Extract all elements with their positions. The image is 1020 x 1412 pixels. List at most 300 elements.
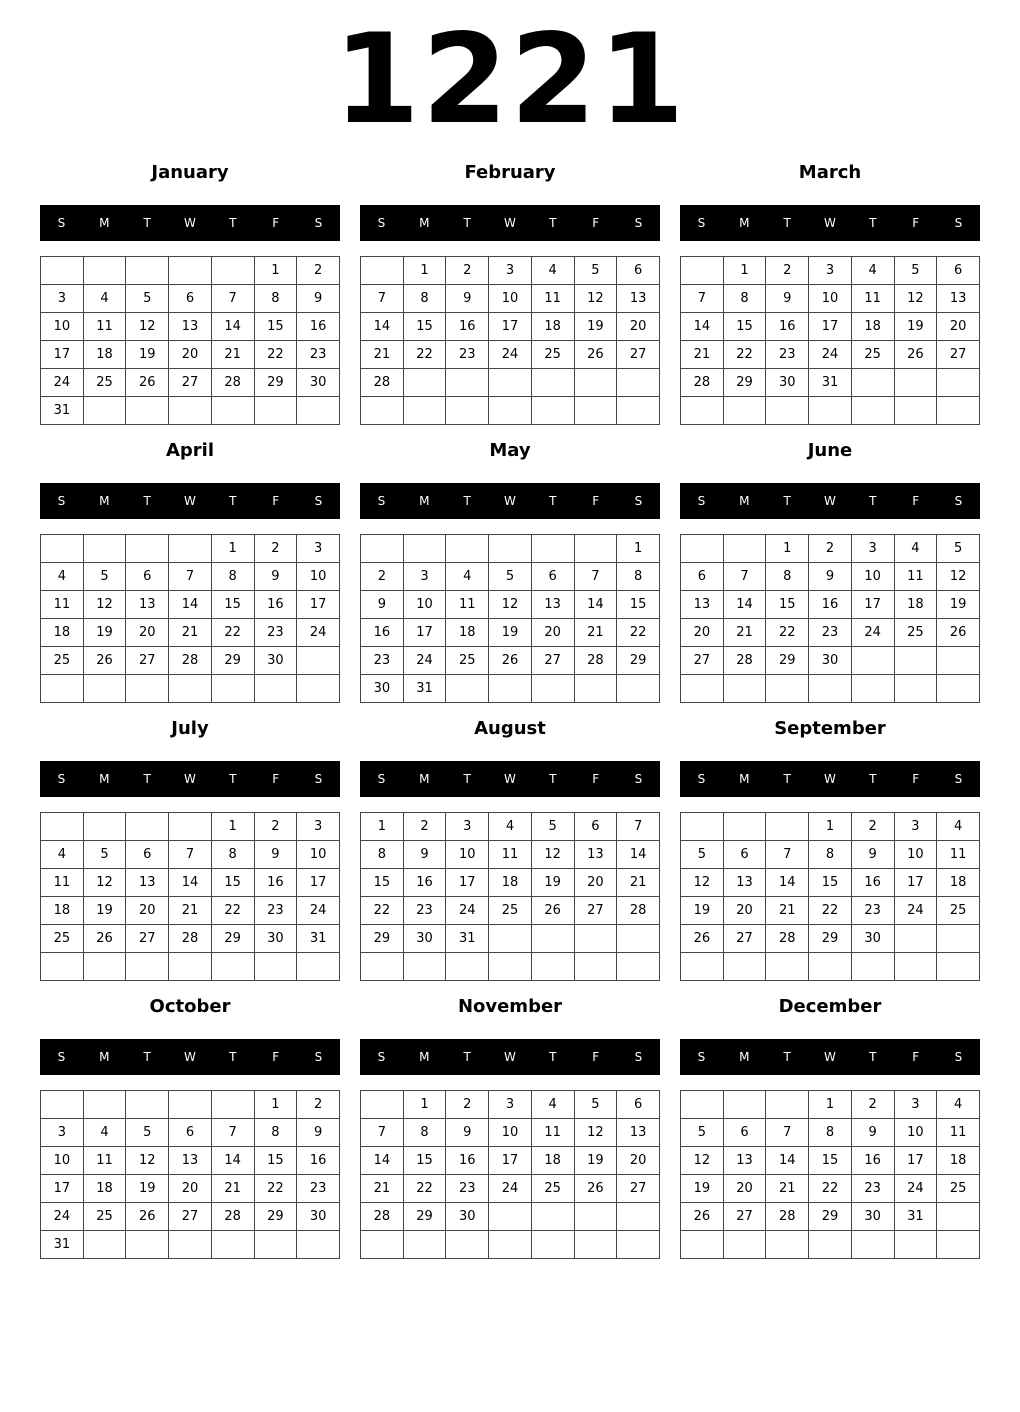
day-cell: 30 — [851, 925, 894, 953]
day-cell — [41, 953, 84, 981]
day-cell: 14 — [211, 313, 254, 341]
day-cell — [83, 535, 126, 563]
day-cell — [361, 397, 404, 425]
weekday-label: T — [869, 772, 877, 786]
day-cell: 9 — [766, 285, 809, 313]
week-row — [41, 841, 340, 869]
day-cell: 27 — [126, 647, 169, 675]
day-cell: 24 — [41, 1203, 84, 1231]
week-row — [41, 257, 340, 285]
day-cell — [723, 535, 766, 563]
day-cell — [211, 1231, 254, 1259]
day-cell: 8 — [809, 841, 852, 869]
week-row — [681, 313, 980, 341]
day-cell — [937, 1203, 980, 1231]
day-cell: 26 — [126, 369, 169, 397]
day-cell: 5 — [681, 841, 724, 869]
day-cell — [809, 1231, 852, 1259]
day-cell: 1 — [211, 813, 254, 841]
day-cell: 3 — [809, 257, 852, 285]
day-cell — [723, 397, 766, 425]
day-grid — [360, 256, 660, 425]
day-cell: 22 — [361, 897, 404, 925]
week-row — [681, 369, 980, 397]
day-cell — [766, 397, 809, 425]
weekday-label: S — [634, 216, 643, 230]
week-row — [41, 341, 340, 369]
day-cell — [766, 1091, 809, 1119]
day-cell: 19 — [531, 869, 574, 897]
day-cell: 12 — [83, 591, 126, 619]
day-cell: 10 — [297, 563, 340, 591]
day-cell — [211, 953, 254, 981]
week-row — [41, 1231, 340, 1259]
weekday-label: S — [377, 772, 386, 786]
day-cell: 10 — [41, 313, 84, 341]
day-cell: 22 — [211, 619, 254, 647]
day-cell — [574, 535, 617, 563]
day-cell: 17 — [297, 591, 340, 619]
day-cell: 29 — [211, 925, 254, 953]
day-cell — [446, 1231, 489, 1259]
weekday-label: M — [739, 216, 750, 230]
week-row — [681, 841, 980, 869]
day-cell: 7 — [766, 1119, 809, 1147]
day-cell: 25 — [83, 369, 126, 397]
week-row — [681, 535, 980, 563]
week-row — [361, 1231, 660, 1259]
weekday-header — [40, 483, 340, 519]
week-row — [41, 675, 340, 703]
week-row — [681, 285, 980, 313]
day-cell: 11 — [41, 591, 84, 619]
weekday-label: S — [954, 494, 963, 508]
day-cell: 4 — [937, 813, 980, 841]
day-cell: 28 — [766, 1203, 809, 1231]
day-cell: 20 — [617, 313, 660, 341]
day-cell: 24 — [446, 897, 489, 925]
weekday-label: F — [912, 772, 920, 786]
weekday-label: F — [272, 494, 280, 508]
weekday-label: S — [377, 1050, 386, 1064]
weekday-label: W — [184, 494, 196, 508]
day-cell — [169, 257, 212, 285]
day-cell: 21 — [211, 341, 254, 369]
day-cell — [851, 1231, 894, 1259]
day-cell — [83, 675, 126, 703]
day-cell — [894, 953, 937, 981]
day-cell: 14 — [169, 591, 212, 619]
week-row — [41, 1203, 340, 1231]
week-row — [361, 285, 660, 313]
weekday-label: F — [272, 1050, 280, 1064]
day-cell: 18 — [937, 869, 980, 897]
day-cell — [403, 397, 446, 425]
day-cell: 15 — [211, 591, 254, 619]
day-cell: 23 — [403, 897, 446, 925]
day-cell — [403, 535, 446, 563]
day-cell: 14 — [361, 1147, 404, 1175]
weekday-label: M — [99, 1050, 110, 1064]
month-name: November — [457, 996, 563, 1017]
day-cell: 18 — [851, 313, 894, 341]
day-cell: 14 — [617, 841, 660, 869]
day-cell: 23 — [446, 1175, 489, 1203]
day-cell: 19 — [574, 1147, 617, 1175]
day-cell: 8 — [254, 1119, 297, 1147]
day-cell: 13 — [723, 1147, 766, 1175]
day-cell — [894, 397, 937, 425]
day-cell: 7 — [617, 813, 660, 841]
day-cell: 6 — [723, 841, 766, 869]
day-cell: 25 — [531, 1175, 574, 1203]
day-cell: 5 — [574, 1091, 617, 1119]
day-cell: 22 — [809, 897, 852, 925]
weekday-label: T — [463, 494, 471, 508]
day-cell: 10 — [41, 1147, 84, 1175]
day-cell: 24 — [894, 1175, 937, 1203]
day-cell: 10 — [489, 285, 532, 313]
day-cell: 10 — [403, 591, 446, 619]
month-name: May — [489, 440, 531, 461]
day-cell — [937, 647, 980, 675]
day-cell — [297, 397, 340, 425]
day-cell: 21 — [361, 1175, 404, 1203]
day-cell — [169, 675, 212, 703]
day-cell: 28 — [766, 925, 809, 953]
day-cell: 7 — [361, 1119, 404, 1147]
day-cell: 27 — [681, 647, 724, 675]
month-name: April — [165, 440, 215, 461]
day-cell: 6 — [574, 813, 617, 841]
day-cell: 4 — [41, 563, 84, 591]
day-cell: 17 — [489, 313, 532, 341]
weekday-label: T — [549, 1050, 557, 1064]
day-cell: 28 — [361, 369, 404, 397]
day-cell: 23 — [766, 341, 809, 369]
day-cell — [297, 953, 340, 981]
day-cell: 20 — [723, 1175, 766, 1203]
day-cell — [446, 369, 489, 397]
day-cell — [169, 1231, 212, 1259]
weekday-label: T — [463, 1050, 471, 1064]
day-cell — [361, 535, 404, 563]
day-cell: 1 — [361, 813, 404, 841]
week-row — [41, 313, 340, 341]
week-row — [361, 647, 660, 675]
weekday-label: W — [184, 1050, 196, 1064]
week-row — [681, 563, 980, 591]
weekday-label: W — [504, 494, 516, 508]
weekday-header — [680, 1039, 980, 1075]
day-cell: 31 — [446, 925, 489, 953]
day-cell: 9 — [254, 841, 297, 869]
day-cell: 25 — [937, 897, 980, 925]
day-cell: 30 — [297, 369, 340, 397]
week-row — [361, 591, 660, 619]
day-cell — [361, 1091, 404, 1119]
day-cell — [489, 925, 532, 953]
day-cell: 21 — [361, 341, 404, 369]
day-cell: 2 — [766, 257, 809, 285]
day-cell: 18 — [446, 619, 489, 647]
week-row — [681, 1231, 980, 1259]
day-cell — [254, 675, 297, 703]
day-cell — [894, 369, 937, 397]
day-cell: 21 — [169, 897, 212, 925]
day-cell: 24 — [489, 341, 532, 369]
day-cell: 16 — [851, 1147, 894, 1175]
day-cell: 15 — [254, 313, 297, 341]
day-cell: 8 — [809, 1119, 852, 1147]
day-cell: 28 — [169, 647, 212, 675]
day-cell: 2 — [297, 1091, 340, 1119]
day-cell: 20 — [531, 619, 574, 647]
week-row — [681, 397, 980, 425]
day-cell: 28 — [361, 1203, 404, 1231]
day-cell: 7 — [574, 563, 617, 591]
day-grid — [40, 812, 340, 981]
day-cell: 22 — [403, 1175, 446, 1203]
day-cell: 29 — [809, 925, 852, 953]
weekday-label: T — [869, 1050, 877, 1064]
week-row — [361, 869, 660, 897]
day-cell — [617, 675, 660, 703]
day-cell: 18 — [531, 1147, 574, 1175]
weekday-label: S — [377, 216, 386, 230]
day-cell: 25 — [83, 1203, 126, 1231]
day-cell: 26 — [574, 341, 617, 369]
day-cell: 11 — [531, 285, 574, 313]
day-cell — [574, 1203, 617, 1231]
day-cell: 14 — [574, 591, 617, 619]
weekday-label: T — [783, 772, 791, 786]
week-row — [361, 897, 660, 925]
day-cell — [937, 1231, 980, 1259]
day-cell — [766, 813, 809, 841]
day-cell: 15 — [403, 313, 446, 341]
day-cell: 22 — [254, 1175, 297, 1203]
day-cell: 19 — [574, 313, 617, 341]
day-cell: 23 — [254, 619, 297, 647]
day-cell: 15 — [809, 869, 852, 897]
day-cell: 10 — [851, 563, 894, 591]
week-row — [361, 619, 660, 647]
day-cell: 16 — [851, 869, 894, 897]
day-cell: 29 — [766, 647, 809, 675]
day-cell: 3 — [41, 285, 84, 313]
day-cell: 8 — [403, 285, 446, 313]
weekday-header — [680, 483, 980, 519]
week-row — [41, 285, 340, 313]
day-cell — [489, 675, 532, 703]
day-cell — [723, 953, 766, 981]
day-cell — [681, 953, 724, 981]
day-cell: 23 — [851, 1175, 894, 1203]
day-cell: 28 — [211, 1203, 254, 1231]
day-cell: 27 — [723, 1203, 766, 1231]
week-row — [681, 619, 980, 647]
day-cell: 16 — [446, 1147, 489, 1175]
day-cell: 5 — [83, 841, 126, 869]
day-cell: 29 — [723, 369, 766, 397]
day-cell: 4 — [446, 563, 489, 591]
weekday-label: S — [697, 772, 706, 786]
weekday-label: T — [549, 494, 557, 508]
day-cell: 20 — [937, 313, 980, 341]
day-cell: 7 — [211, 285, 254, 313]
weekday-label: W — [504, 216, 516, 230]
day-cell: 9 — [254, 563, 297, 591]
week-row — [361, 925, 660, 953]
weekday-label: M — [419, 772, 430, 786]
weekday-header — [360, 205, 660, 241]
day-cell: 18 — [937, 1147, 980, 1175]
weekday-header — [360, 483, 660, 519]
day-cell: 4 — [531, 257, 574, 285]
day-cell: 23 — [297, 1175, 340, 1203]
day-grid — [680, 812, 980, 981]
day-cell: 22 — [809, 1175, 852, 1203]
day-cell: 21 — [574, 619, 617, 647]
day-cell: 18 — [489, 869, 532, 897]
day-cell: 12 — [83, 869, 126, 897]
day-cell: 23 — [446, 341, 489, 369]
day-cell — [446, 953, 489, 981]
day-cell: 4 — [851, 257, 894, 285]
weekday-label: S — [697, 494, 706, 508]
day-cell: 9 — [851, 841, 894, 869]
day-cell: 12 — [894, 285, 937, 313]
day-cell: 3 — [41, 1119, 84, 1147]
day-cell: 18 — [531, 313, 574, 341]
day-cell — [617, 397, 660, 425]
day-cell: 3 — [894, 1091, 937, 1119]
day-cell — [851, 953, 894, 981]
day-cell — [41, 813, 84, 841]
day-cell — [766, 953, 809, 981]
day-cell: 17 — [446, 869, 489, 897]
day-cell: 10 — [446, 841, 489, 869]
day-cell: 27 — [126, 925, 169, 953]
day-cell: 27 — [937, 341, 980, 369]
day-cell: 5 — [937, 535, 980, 563]
week-row — [361, 953, 660, 981]
day-cell: 9 — [361, 591, 404, 619]
week-row — [41, 869, 340, 897]
weekday-label: F — [592, 494, 600, 508]
week-row — [681, 869, 980, 897]
weekday-label: T — [229, 1050, 237, 1064]
day-cell — [766, 1231, 809, 1259]
day-cell: 1 — [211, 535, 254, 563]
day-cell — [851, 369, 894, 397]
day-cell: 14 — [169, 869, 212, 897]
day-cell — [894, 647, 937, 675]
day-cell: 12 — [126, 313, 169, 341]
day-cell: 21 — [211, 1175, 254, 1203]
day-cell: 11 — [446, 591, 489, 619]
day-cell: 7 — [169, 563, 212, 591]
weekday-label: S — [634, 1050, 643, 1064]
week-row — [361, 369, 660, 397]
day-cell: 13 — [617, 1119, 660, 1147]
day-cell: 17 — [894, 869, 937, 897]
day-cell: 31 — [894, 1203, 937, 1231]
day-cell — [254, 1231, 297, 1259]
week-row — [361, 397, 660, 425]
day-cell — [937, 925, 980, 953]
day-cell: 29 — [361, 925, 404, 953]
week-row — [41, 1091, 340, 1119]
day-cell: 12 — [531, 841, 574, 869]
day-cell: 2 — [851, 1091, 894, 1119]
day-cell — [531, 1203, 574, 1231]
day-cell: 9 — [851, 1119, 894, 1147]
day-cell — [83, 1091, 126, 1119]
day-cell: 8 — [361, 841, 404, 869]
day-cell: 26 — [531, 897, 574, 925]
day-cell — [489, 397, 532, 425]
day-cell: 8 — [766, 563, 809, 591]
day-cell — [41, 675, 84, 703]
weekday-label: F — [912, 216, 920, 230]
day-cell: 26 — [83, 925, 126, 953]
weekday-label: M — [99, 216, 110, 230]
day-cell — [531, 675, 574, 703]
day-cell: 21 — [723, 619, 766, 647]
day-cell: 1 — [403, 1091, 446, 1119]
day-cell: 3 — [403, 563, 446, 591]
day-cell: 26 — [83, 647, 126, 675]
day-cell: 25 — [41, 647, 84, 675]
day-cell: 21 — [169, 619, 212, 647]
day-grid — [40, 534, 340, 703]
day-cell — [851, 397, 894, 425]
day-cell — [489, 369, 532, 397]
week-row — [681, 591, 980, 619]
day-cell: 13 — [617, 285, 660, 313]
day-cell — [297, 647, 340, 675]
day-cell: 15 — [211, 869, 254, 897]
weekday-label: T — [229, 772, 237, 786]
weekday-label: T — [869, 494, 877, 508]
day-cell: 26 — [489, 647, 532, 675]
day-cell: 5 — [681, 1119, 724, 1147]
weekday-label: F — [272, 772, 280, 786]
day-cell — [446, 675, 489, 703]
week-row — [361, 1175, 660, 1203]
day-cell: 6 — [169, 1119, 212, 1147]
day-cell: 30 — [403, 925, 446, 953]
weekday-header — [40, 1039, 340, 1075]
day-cell: 3 — [489, 1091, 532, 1119]
day-cell — [403, 369, 446, 397]
week-row — [361, 675, 660, 703]
day-cell — [126, 257, 169, 285]
day-cell: 25 — [894, 619, 937, 647]
day-cell — [617, 953, 660, 981]
day-cell: 2 — [809, 535, 852, 563]
day-cell: 20 — [723, 897, 766, 925]
day-cell — [446, 397, 489, 425]
day-cell: 19 — [126, 341, 169, 369]
day-cell: 22 — [617, 619, 660, 647]
day-cell: 10 — [894, 841, 937, 869]
day-cell — [851, 675, 894, 703]
day-cell — [126, 813, 169, 841]
day-cell: 27 — [169, 1203, 212, 1231]
